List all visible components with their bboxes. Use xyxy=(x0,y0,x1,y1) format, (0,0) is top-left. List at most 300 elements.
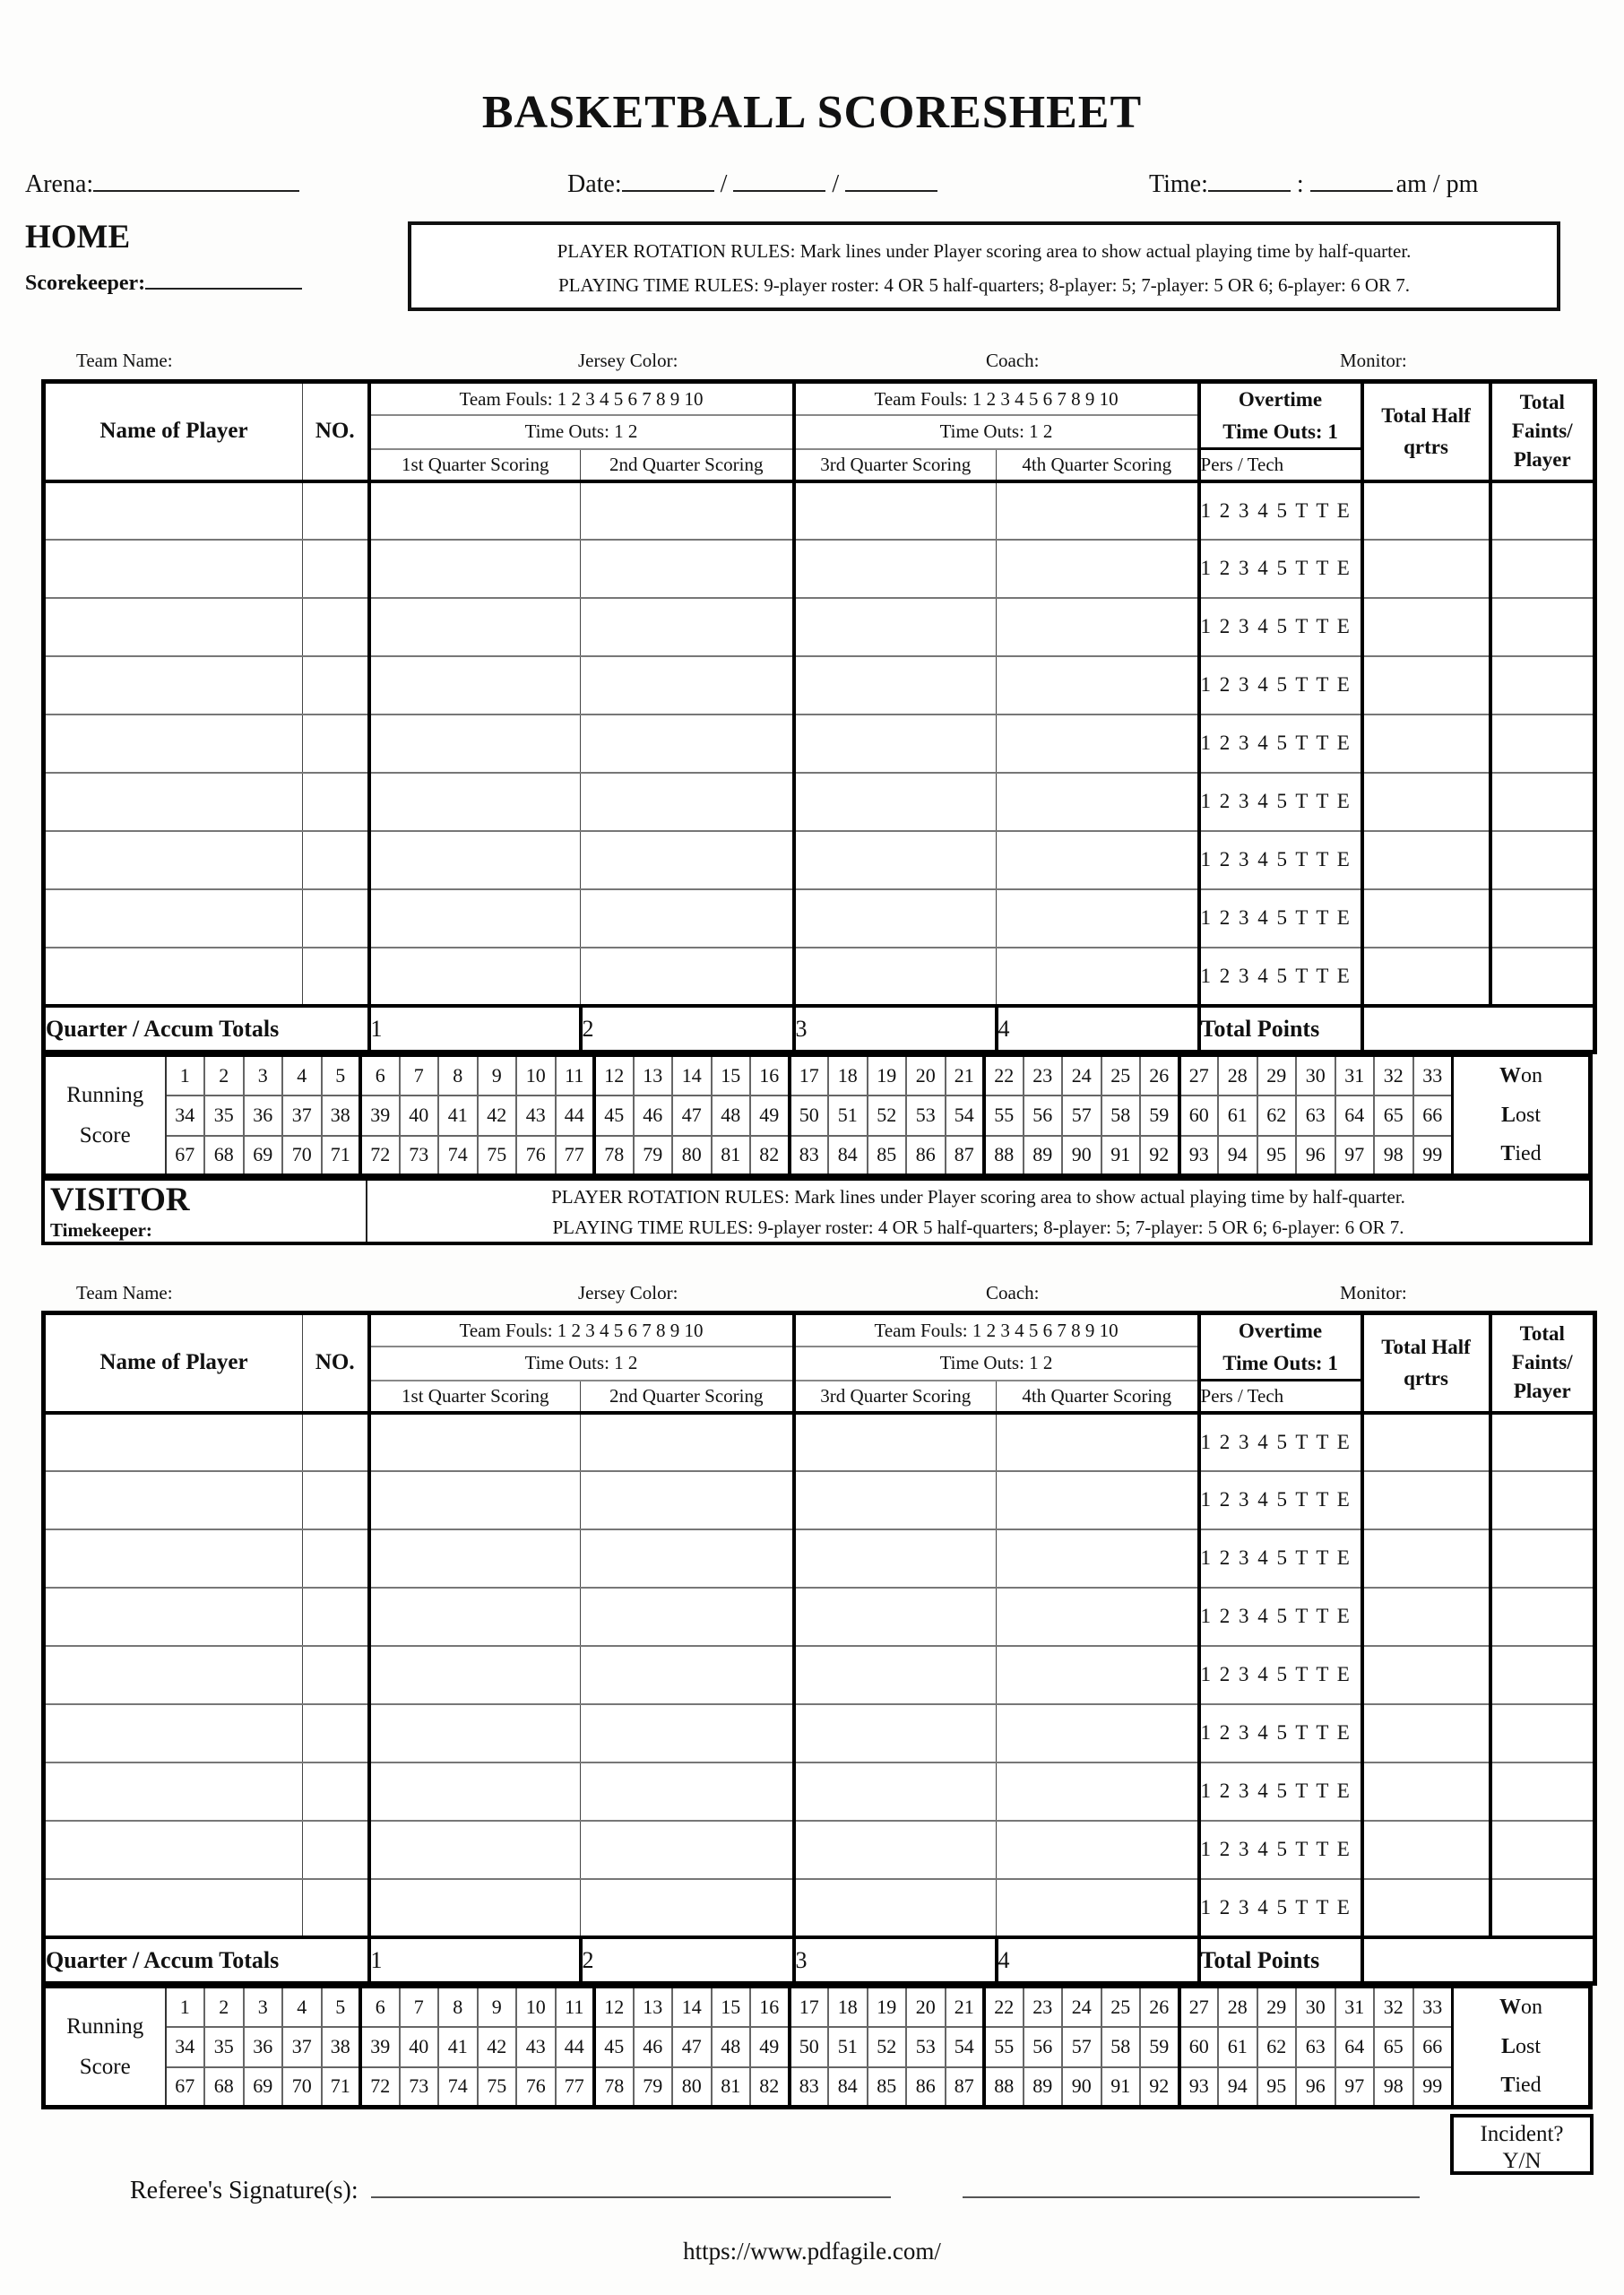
running-score-number[interactable]: 76 xyxy=(516,2067,556,2108)
running-score-number[interactable]: 33 xyxy=(1413,1987,1453,2027)
running-score-number[interactable]: 71 xyxy=(322,1136,361,1176)
q3-scoring-cell[interactable] xyxy=(794,1413,997,1471)
running-score-number[interactable]: 16 xyxy=(750,1987,790,2027)
total-half-qrtrs-cell[interactable] xyxy=(1362,948,1490,1006)
total-half-qrtrs-cell[interactable] xyxy=(1362,773,1490,831)
running-score-number[interactable]: 13 xyxy=(634,1987,673,2027)
running-score-number[interactable]: 2 xyxy=(204,1055,244,1096)
player-number-cell[interactable] xyxy=(303,1646,369,1704)
running-score-number[interactable]: 3 xyxy=(244,1987,283,2027)
running-score-number[interactable]: 85 xyxy=(868,1136,907,1176)
q2-scoring-cell[interactable] xyxy=(581,656,794,714)
running-score-number[interactable]: 79 xyxy=(634,2067,673,2108)
total-faints-player-cell[interactable] xyxy=(1490,1413,1595,1471)
running-score-number[interactable]: 17 xyxy=(790,1987,829,2027)
running-score-number[interactable]: 99 xyxy=(1413,2067,1453,2108)
total-faints-player-cell[interactable] xyxy=(1490,1646,1595,1704)
time-minute-field[interactable] xyxy=(1310,190,1393,192)
date-year-field[interactable] xyxy=(845,190,937,192)
running-score-number[interactable]: 5 xyxy=(322,1055,361,1096)
player-number-cell[interactable] xyxy=(303,831,369,889)
total-half-qrtrs-cell[interactable] xyxy=(1362,598,1490,656)
running-score-number[interactable]: 19 xyxy=(868,1055,907,1096)
q1-scoring-cell[interactable] xyxy=(369,540,581,598)
running-score-number[interactable]: 43 xyxy=(516,1096,556,1136)
running-score-number[interactable]: 54 xyxy=(946,2027,985,2067)
running-score-number[interactable]: 21 xyxy=(946,1055,985,1096)
q2-scoring-cell[interactable] xyxy=(581,714,794,773)
running-score-number[interactable]: 26 xyxy=(1140,1987,1179,2027)
running-score-number[interactable]: 37 xyxy=(282,1096,322,1136)
running-score-number[interactable]: 1 xyxy=(166,1055,205,1096)
total-faints-player-cell[interactable] xyxy=(1490,540,1595,598)
running-score-number[interactable]: 84 xyxy=(828,1136,868,1176)
running-score-number[interactable]: 36 xyxy=(244,1096,283,1136)
running-score-number[interactable]: 12 xyxy=(594,1055,634,1096)
running-score-number[interactable]: 17 xyxy=(790,1055,829,1096)
running-score-number[interactable]: 1 xyxy=(166,1987,205,2027)
q3-scoring-cell[interactable] xyxy=(794,1588,997,1646)
running-score-number[interactable]: 82 xyxy=(750,2067,790,2108)
player-name-cell[interactable] xyxy=(44,481,303,540)
running-score-number[interactable]: 98 xyxy=(1374,1136,1413,1176)
running-score-number[interactable]: 83 xyxy=(790,1136,829,1176)
q3-scoring-cell[interactable] xyxy=(794,656,997,714)
arena-field[interactable] xyxy=(93,190,299,192)
total-half-qrtrs-cell[interactable] xyxy=(1362,889,1490,948)
running-score-number[interactable]: 92 xyxy=(1140,1136,1179,1176)
running-score-number[interactable]: 7 xyxy=(400,1055,439,1096)
player-name-cell[interactable] xyxy=(44,1879,303,1937)
running-score-number[interactable]: 30 xyxy=(1296,1987,1335,2027)
q4-scoring-cell[interactable] xyxy=(997,1704,1199,1762)
running-score-number[interactable]: 99 xyxy=(1413,1136,1453,1176)
running-score-number[interactable]: 39 xyxy=(360,2027,400,2067)
running-score-number[interactable]: 93 xyxy=(1179,2067,1219,2108)
running-score-number[interactable]: 89 xyxy=(1024,2067,1063,2108)
total-faints-player-cell[interactable] xyxy=(1490,773,1595,831)
running-score-number[interactable]: 94 xyxy=(1218,1136,1257,1176)
running-score-number[interactable]: 81 xyxy=(712,1136,751,1176)
running-score-number[interactable]: 10 xyxy=(516,1987,556,2027)
running-score-number[interactable]: 34 xyxy=(166,1096,205,1136)
running-score-number[interactable]: 31 xyxy=(1335,1055,1375,1096)
running-score-number[interactable]: 40 xyxy=(400,1096,439,1136)
total-half-qrtrs-cell[interactable] xyxy=(1362,1529,1490,1588)
running-score-number[interactable]: 80 xyxy=(672,1136,712,1176)
q2-scoring-cell[interactable] xyxy=(581,1704,794,1762)
player-name-cell[interactable] xyxy=(44,1588,303,1646)
running-score-number[interactable]: 13 xyxy=(634,1055,673,1096)
running-score-number[interactable]: 6 xyxy=(360,1055,400,1096)
running-score-number[interactable]: 65 xyxy=(1374,2027,1413,2067)
q3-scoring-cell[interactable] xyxy=(794,948,997,1006)
running-score-number[interactable]: 92 xyxy=(1140,2067,1179,2108)
q4-scoring-cell[interactable] xyxy=(997,714,1199,773)
running-score-number[interactable]: 61 xyxy=(1218,2027,1257,2067)
running-score-number[interactable]: 38 xyxy=(322,1096,361,1136)
q4-accum-total-cell[interactable] xyxy=(997,1937,1199,1984)
running-score-number[interactable]: 40 xyxy=(400,2027,439,2067)
running-score-number[interactable]: 80 xyxy=(672,2067,712,2108)
running-score-number[interactable]: 70 xyxy=(282,2067,322,2108)
player-number-cell[interactable] xyxy=(303,1529,369,1588)
running-score-number[interactable]: 56 xyxy=(1024,1096,1063,1136)
running-score-number[interactable]: 52 xyxy=(868,2027,907,2067)
q2-scoring-cell[interactable] xyxy=(581,948,794,1006)
q2-scoring-cell[interactable] xyxy=(581,773,794,831)
running-score-number[interactable]: 83 xyxy=(790,2067,829,2108)
running-score-number[interactable]: 37 xyxy=(282,2027,322,2067)
running-score-number[interactable]: 28 xyxy=(1218,1055,1257,1096)
running-score-number[interactable]: 75 xyxy=(478,2067,517,2108)
running-score-number[interactable]: 64 xyxy=(1335,2027,1375,2067)
q4-scoring-cell[interactable] xyxy=(997,598,1199,656)
running-score-number[interactable]: 6 xyxy=(360,1987,400,2027)
q2-scoring-cell[interactable] xyxy=(581,481,794,540)
running-score-number[interactable]: 24 xyxy=(1062,1055,1101,1096)
running-score-number[interactable]: 73 xyxy=(400,1136,439,1176)
q2-scoring-cell[interactable] xyxy=(581,889,794,948)
q4-scoring-cell[interactable] xyxy=(997,1762,1199,1821)
running-score-number[interactable]: 95 xyxy=(1257,1136,1297,1176)
running-score-number[interactable]: 69 xyxy=(244,2067,283,2108)
running-score-number[interactable]: 21 xyxy=(946,1987,985,2027)
q2-scoring-cell[interactable] xyxy=(581,1762,794,1821)
q1-scoring-cell[interactable] xyxy=(369,1588,581,1646)
running-score-number[interactable]: 12 xyxy=(594,1987,634,2027)
player-number-cell[interactable] xyxy=(303,1879,369,1937)
running-score-number[interactable]: 43 xyxy=(516,2027,556,2067)
q1-scoring-cell[interactable] xyxy=(369,1471,581,1529)
q1-scoring-cell[interactable] xyxy=(369,889,581,948)
time-hour-field[interactable] xyxy=(1208,190,1291,192)
player-number-cell[interactable] xyxy=(303,1588,369,1646)
running-score-number[interactable]: 52 xyxy=(868,1096,907,1136)
running-score-number[interactable]: 72 xyxy=(360,1136,400,1176)
running-score-number[interactable]: 31 xyxy=(1335,1987,1375,2027)
running-score-number[interactable]: 68 xyxy=(204,2067,244,2108)
q4-scoring-cell[interactable] xyxy=(997,831,1199,889)
q4-scoring-cell[interactable] xyxy=(997,1821,1199,1879)
q4-scoring-cell[interactable] xyxy=(997,540,1199,598)
q2-scoring-cell[interactable] xyxy=(581,1413,794,1471)
running-score-number[interactable]: 29 xyxy=(1257,1987,1297,2027)
date-day-field[interactable] xyxy=(733,190,825,192)
q3-scoring-cell[interactable] xyxy=(794,1821,997,1879)
q2-scoring-cell[interactable] xyxy=(581,1471,794,1529)
total-half-qrtrs-cell[interactable] xyxy=(1362,1588,1490,1646)
running-score-number[interactable]: 59 xyxy=(1140,1096,1179,1136)
running-score-number[interactable]: 11 xyxy=(556,1987,595,2027)
running-score-number[interactable]: 18 xyxy=(828,1055,868,1096)
running-score-number[interactable]: 66 xyxy=(1413,1096,1453,1136)
running-score-number[interactable]: 73 xyxy=(400,2067,439,2108)
q3-scoring-cell[interactable] xyxy=(794,540,997,598)
running-score-number[interactable]: 9 xyxy=(478,1055,517,1096)
running-score-number[interactable]: 66 xyxy=(1413,2027,1453,2067)
player-number-cell[interactable] xyxy=(303,1762,369,1821)
player-name-cell[interactable] xyxy=(44,1471,303,1529)
q3-scoring-cell[interactable] xyxy=(794,1471,997,1529)
q4-scoring-cell[interactable] xyxy=(997,1646,1199,1704)
total-half-qrtrs-cell[interactable] xyxy=(1362,1471,1490,1529)
q3-scoring-cell[interactable] xyxy=(794,1879,997,1937)
running-score-number[interactable]: 23 xyxy=(1024,1987,1063,2027)
running-score-number[interactable]: 79 xyxy=(634,1136,673,1176)
running-score-number[interactable]: 50 xyxy=(790,1096,829,1136)
running-score-number[interactable]: 70 xyxy=(282,1136,322,1176)
q3-scoring-cell[interactable] xyxy=(794,714,997,773)
running-score-number[interactable]: 15 xyxy=(712,1055,751,1096)
running-score-number[interactable]: 28 xyxy=(1218,1987,1257,2027)
running-score-number[interactable]: 78 xyxy=(594,2067,634,2108)
running-score-number[interactable]: 32 xyxy=(1374,1055,1413,1096)
total-half-qrtrs-cell[interactable] xyxy=(1362,831,1490,889)
running-score-number[interactable]: 20 xyxy=(906,1055,946,1096)
total-half-qrtrs-cell[interactable] xyxy=(1362,656,1490,714)
player-number-cell[interactable] xyxy=(303,1821,369,1879)
running-score-number[interactable]: 55 xyxy=(984,2027,1024,2067)
running-score-number[interactable]: 7 xyxy=(400,1987,439,2027)
running-score-number[interactable]: 2 xyxy=(204,1987,244,2027)
running-score-number[interactable]: 56 xyxy=(1024,2027,1063,2067)
q3-scoring-cell[interactable] xyxy=(794,831,997,889)
q3-scoring-cell[interactable] xyxy=(794,598,997,656)
player-name-cell[interactable] xyxy=(44,1646,303,1704)
running-score-number[interactable]: 45 xyxy=(594,1096,634,1136)
running-score-number[interactable]: 48 xyxy=(712,2027,751,2067)
running-score-number[interactable]: 5 xyxy=(322,1987,361,2027)
player-name-cell[interactable] xyxy=(44,948,303,1006)
q2-scoring-cell[interactable] xyxy=(581,1879,794,1937)
running-score-number[interactable]: 94 xyxy=(1218,2067,1257,2108)
running-score-number[interactable]: 77 xyxy=(556,2067,595,2108)
running-score-number[interactable]: 91 xyxy=(1101,1136,1141,1176)
q1-scoring-cell[interactable] xyxy=(369,656,581,714)
running-score-number[interactable]: 69 xyxy=(244,1136,283,1176)
player-name-cell[interactable] xyxy=(44,773,303,831)
incident-box[interactable] xyxy=(1450,2114,1594,2175)
referee-signature-field-2[interactable] xyxy=(963,2196,1420,2198)
total-points-cell[interactable] xyxy=(1362,1937,1595,1984)
running-score-number[interactable]: 33 xyxy=(1413,1055,1453,1096)
player-number-cell[interactable] xyxy=(303,656,369,714)
running-score-number[interactable]: 51 xyxy=(828,1096,868,1136)
running-score-number[interactable]: 15 xyxy=(712,1987,751,2027)
running-score-number[interactable]: 25 xyxy=(1101,1987,1141,2027)
running-score-number[interactable]: 57 xyxy=(1062,2027,1101,2067)
q3-scoring-cell[interactable] xyxy=(794,1762,997,1821)
q2-scoring-cell[interactable] xyxy=(581,1588,794,1646)
player-name-cell[interactable] xyxy=(44,831,303,889)
running-score-number[interactable]: 8 xyxy=(438,1987,478,2027)
q3-scoring-cell[interactable] xyxy=(794,1646,997,1704)
q1-scoring-cell[interactable] xyxy=(369,598,581,656)
q3-scoring-cell[interactable] xyxy=(794,1529,997,1588)
running-score-number[interactable]: 24 xyxy=(1062,1987,1101,2027)
player-number-cell[interactable] xyxy=(303,714,369,773)
player-name-cell[interactable] xyxy=(44,1413,303,1471)
q4-scoring-cell[interactable] xyxy=(997,1413,1199,1471)
q1-scoring-cell[interactable] xyxy=(369,773,581,831)
running-score-number[interactable]: 50 xyxy=(790,2027,829,2067)
running-score-number[interactable]: 47 xyxy=(672,2027,712,2067)
q1-scoring-cell[interactable] xyxy=(369,831,581,889)
q4-scoring-cell[interactable] xyxy=(997,481,1199,540)
running-score-number[interactable]: 97 xyxy=(1335,1136,1375,1176)
player-number-cell[interactable] xyxy=(303,598,369,656)
running-score-number[interactable]: 39 xyxy=(360,1096,400,1136)
running-score-number[interactable]: 64 xyxy=(1335,1096,1375,1136)
running-score-number[interactable]: 29 xyxy=(1257,1055,1297,1096)
total-half-qrtrs-cell[interactable] xyxy=(1362,1879,1490,1937)
q4-accum-total-cell[interactable] xyxy=(997,1006,1199,1052)
running-score-number[interactable]: 22 xyxy=(984,1987,1024,2027)
total-faints-player-cell[interactable] xyxy=(1490,714,1595,773)
running-score-number[interactable]: 22 xyxy=(984,1055,1024,1096)
running-score-number[interactable]: 55 xyxy=(984,1096,1024,1136)
running-score-number[interactable]: 42 xyxy=(478,2027,517,2067)
total-faints-player-cell[interactable] xyxy=(1490,656,1595,714)
running-score-number[interactable]: 11 xyxy=(556,1055,595,1096)
q4-scoring-cell[interactable] xyxy=(997,948,1199,1006)
total-faints-player-cell[interactable] xyxy=(1490,889,1595,948)
running-score-number[interactable]: 8 xyxy=(438,1055,478,1096)
player-number-cell[interactable] xyxy=(303,481,369,540)
player-name-cell[interactable] xyxy=(44,1704,303,1762)
running-score-number[interactable]: 87 xyxy=(946,1136,985,1176)
running-score-number[interactable]: 85 xyxy=(868,2067,907,2108)
q1-scoring-cell[interactable] xyxy=(369,1529,581,1588)
q1-scoring-cell[interactable] xyxy=(369,1762,581,1821)
running-score-number[interactable]: 41 xyxy=(438,1096,478,1136)
total-faints-player-cell[interactable] xyxy=(1490,1471,1595,1529)
total-points-cell[interactable] xyxy=(1362,1006,1595,1052)
running-score-number[interactable]: 74 xyxy=(438,2067,478,2108)
running-score-number[interactable]: 72 xyxy=(360,2067,400,2108)
running-score-number[interactable]: 26 xyxy=(1140,1055,1179,1096)
running-score-number[interactable]: 86 xyxy=(906,1136,946,1176)
q2-accum-total-cell[interactable] xyxy=(581,1937,794,1984)
running-score-number[interactable]: 18 xyxy=(828,1987,868,2027)
running-score-number[interactable]: 62 xyxy=(1257,2027,1297,2067)
player-number-cell[interactable] xyxy=(303,948,369,1006)
running-score-number[interactable]: 4 xyxy=(282,1987,322,2027)
running-score-number[interactable]: 32 xyxy=(1374,1987,1413,2027)
running-score-number[interactable]: 57 xyxy=(1062,1096,1101,1136)
q3-scoring-cell[interactable] xyxy=(794,1704,997,1762)
running-score-number[interactable]: 36 xyxy=(244,2027,283,2067)
total-faints-player-cell[interactable] xyxy=(1490,948,1595,1006)
running-score-number[interactable]: 62 xyxy=(1257,1096,1297,1136)
running-score-number[interactable]: 87 xyxy=(946,2067,985,2108)
running-score-number[interactable]: 67 xyxy=(166,2067,205,2108)
running-score-number[interactable]: 95 xyxy=(1257,2067,1297,2108)
q3-accum-total-cell[interactable] xyxy=(794,1937,997,1984)
referee-signature-field-1[interactable] xyxy=(371,2196,891,2198)
q1-scoring-cell[interactable] xyxy=(369,948,581,1006)
q1-scoring-cell[interactable] xyxy=(369,1879,581,1937)
q3-scoring-cell[interactable] xyxy=(794,773,997,831)
running-score-number[interactable]: 53 xyxy=(906,2027,946,2067)
running-score-number[interactable]: 35 xyxy=(204,1096,244,1136)
q2-scoring-cell[interactable] xyxy=(581,1646,794,1704)
running-score-number[interactable]: 81 xyxy=(712,2067,751,2108)
scorekeeper-field[interactable] xyxy=(145,288,302,290)
running-score-number[interactable]: 74 xyxy=(438,1136,478,1176)
q2-accum-total-cell[interactable] xyxy=(581,1006,794,1052)
running-score-number[interactable]: 44 xyxy=(556,2027,595,2067)
running-score-number[interactable]: 88 xyxy=(984,2067,1024,2108)
total-half-qrtrs-cell[interactable] xyxy=(1362,1646,1490,1704)
total-faints-player-cell[interactable] xyxy=(1490,481,1595,540)
running-score-number[interactable]: 93 xyxy=(1179,1136,1219,1176)
running-score-number[interactable]: 35 xyxy=(204,2027,244,2067)
q1-accum-total-cell[interactable] xyxy=(369,1937,581,1984)
running-score-number[interactable]: 19 xyxy=(868,1987,907,2027)
total-faints-player-cell[interactable] xyxy=(1490,1704,1595,1762)
running-score-number[interactable]: 20 xyxy=(906,1987,946,2027)
running-score-number[interactable]: 54 xyxy=(946,1096,985,1136)
q4-scoring-cell[interactable] xyxy=(997,1879,1199,1937)
running-score-number[interactable]: 63 xyxy=(1296,1096,1335,1136)
running-score-number[interactable]: 46 xyxy=(634,2027,673,2067)
player-number-cell[interactable] xyxy=(303,540,369,598)
running-score-number[interactable]: 77 xyxy=(556,1136,595,1176)
player-number-cell[interactable] xyxy=(303,1471,369,1529)
player-number-cell[interactable] xyxy=(303,1704,369,1762)
running-score-number[interactable]: 49 xyxy=(750,2027,790,2067)
q1-scoring-cell[interactable] xyxy=(369,714,581,773)
q2-scoring-cell[interactable] xyxy=(581,831,794,889)
running-score-number[interactable]: 82 xyxy=(750,1136,790,1176)
total-half-qrtrs-cell[interactable] xyxy=(1362,1762,1490,1821)
q2-scoring-cell[interactable] xyxy=(581,540,794,598)
running-score-number[interactable]: 61 xyxy=(1218,1096,1257,1136)
running-score-number[interactable]: 60 xyxy=(1179,1096,1219,1136)
running-score-number[interactable]: 98 xyxy=(1374,2067,1413,2108)
player-name-cell[interactable] xyxy=(44,1821,303,1879)
player-name-cell[interactable] xyxy=(44,1762,303,1821)
total-faints-player-cell[interactable] xyxy=(1490,1588,1595,1646)
running-score-number[interactable]: 27 xyxy=(1179,1055,1219,1096)
q4-scoring-cell[interactable] xyxy=(997,1588,1199,1646)
player-name-cell[interactable] xyxy=(44,889,303,948)
running-score-number[interactable]: 59 xyxy=(1140,2027,1179,2067)
running-score-number[interactable]: 58 xyxy=(1101,2027,1141,2067)
running-score-number[interactable]: 38 xyxy=(322,2027,361,2067)
q4-scoring-cell[interactable] xyxy=(997,889,1199,948)
running-score-number[interactable]: 49 xyxy=(750,1096,790,1136)
player-number-cell[interactable] xyxy=(303,1413,369,1471)
running-score-number[interactable]: 41 xyxy=(438,2027,478,2067)
running-score-number[interactable]: 3 xyxy=(244,1055,283,1096)
total-half-qrtrs-cell[interactable] xyxy=(1362,1413,1490,1471)
q4-scoring-cell[interactable] xyxy=(997,1529,1199,1588)
total-half-qrtrs-cell[interactable] xyxy=(1362,481,1490,540)
running-score-number[interactable]: 97 xyxy=(1335,2067,1375,2108)
running-score-number[interactable]: 10 xyxy=(516,1055,556,1096)
running-score-number[interactable]: 71 xyxy=(322,2067,361,2108)
total-half-qrtrs-cell[interactable] xyxy=(1362,1821,1490,1879)
running-score-number[interactable]: 14 xyxy=(672,1987,712,2027)
total-faints-player-cell[interactable] xyxy=(1490,598,1595,656)
running-score-number[interactable]: 51 xyxy=(828,2027,868,2067)
total-half-qrtrs-cell[interactable] xyxy=(1362,714,1490,773)
q1-scoring-cell[interactable] xyxy=(369,1413,581,1471)
running-score-number[interactable]: 84 xyxy=(828,2067,868,2108)
